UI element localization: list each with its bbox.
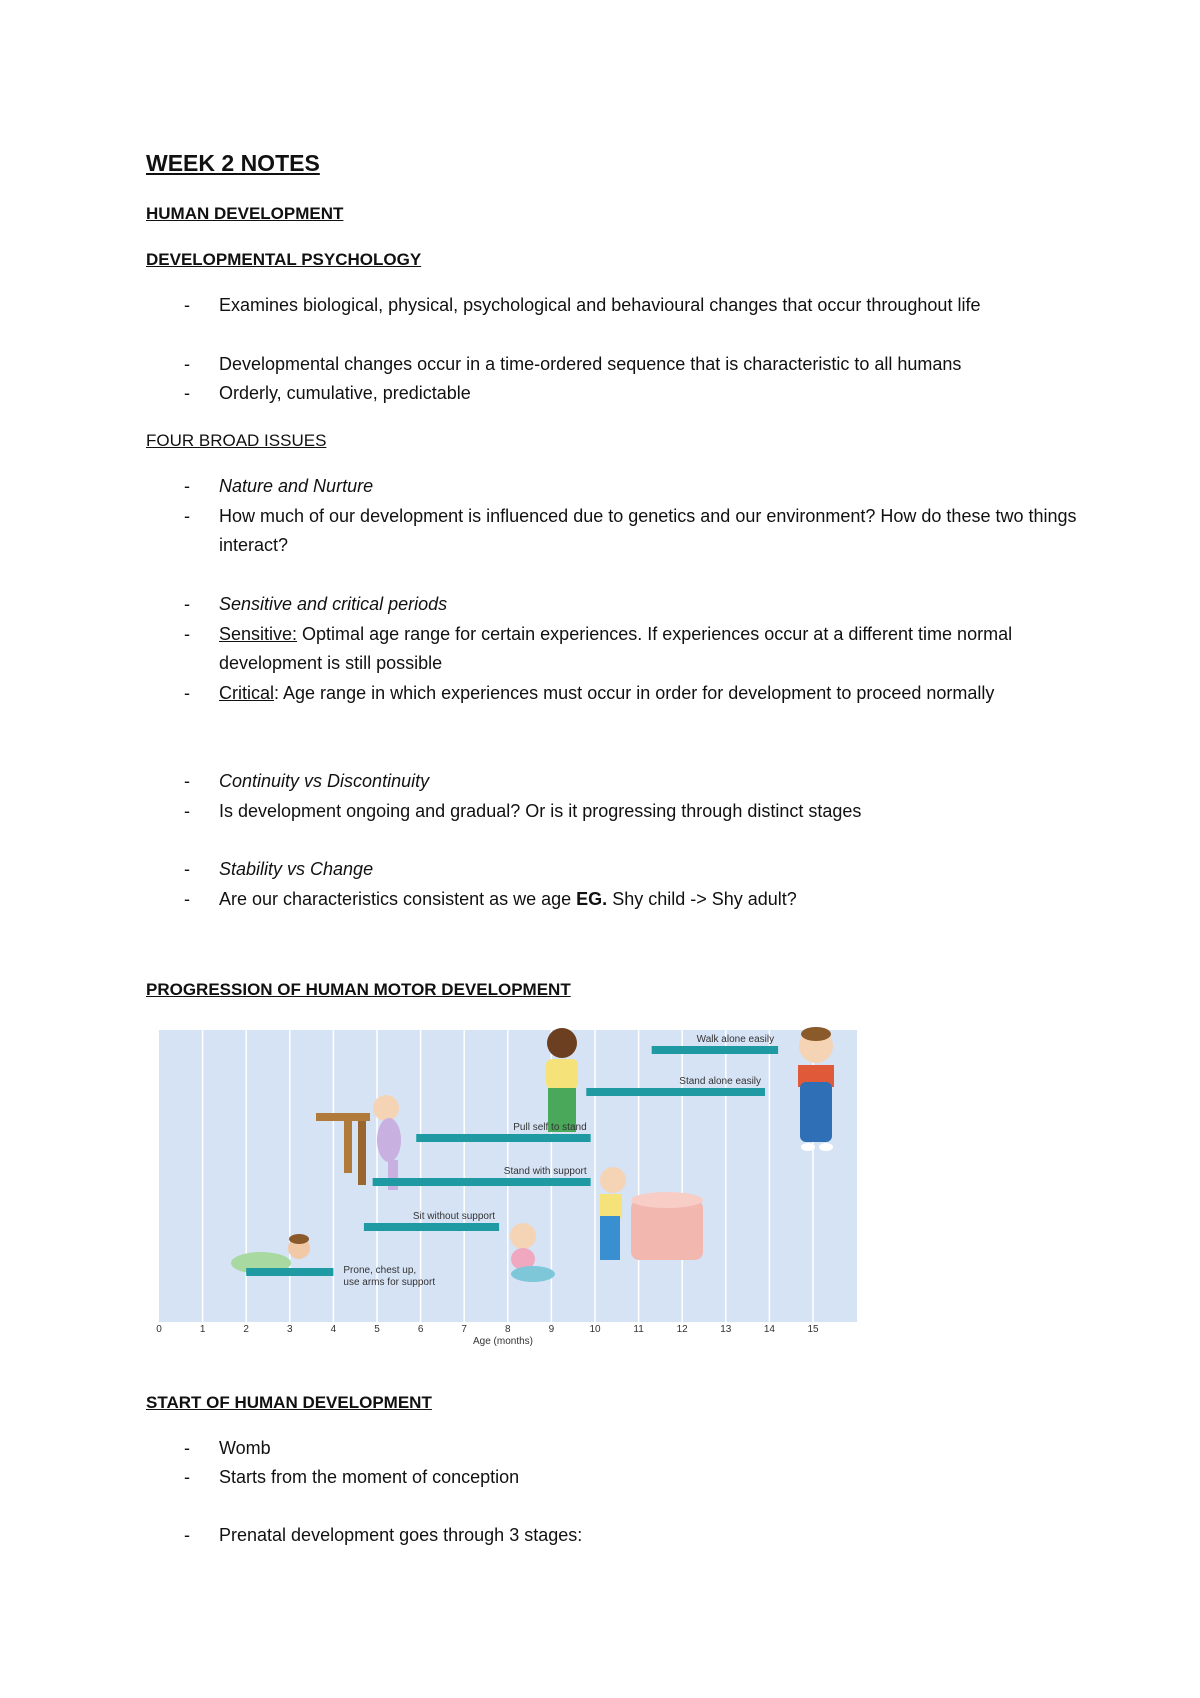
x-tick-label: 10 [589, 1324, 601, 1335]
bullet-dash: - [184, 594, 190, 614]
page-title: WEEK 2 NOTES [146, 150, 320, 176]
issue-title-nature-nurture: Nature and Nurture [219, 476, 374, 496]
milestone-label: Prone, chest up, [343, 1265, 417, 1276]
milestone-bar [652, 1046, 778, 1054]
bullet-dash: - [184, 506, 190, 526]
x-tick-label: 12 [676, 1324, 688, 1335]
x-tick-label: 8 [505, 1324, 511, 1335]
milestone-label: Pull self to stand [513, 1122, 587, 1133]
x-tick-label: 9 [548, 1324, 555, 1335]
bullet-dash: - [184, 859, 190, 879]
milestone-bar [246, 1268, 333, 1276]
bullet-dash: - [184, 1467, 190, 1487]
heading-developmental-psychology: DEVELOPMENTAL PSYCHOLOGY [146, 250, 422, 269]
milestone-label: Stand alone easily [679, 1076, 762, 1087]
x-tick-label: 3 [287, 1324, 293, 1335]
heading-four-broad-issues: FOUR BROAD ISSUES [146, 431, 327, 450]
milestone-bar [373, 1178, 591, 1186]
x-tick-label: 11 [633, 1324, 644, 1335]
list-item-text [219, 679, 1119, 708]
bullet-dash: - [184, 801, 190, 821]
bullet-dash: - [184, 476, 190, 496]
milestone-label-line2: use arms for support [343, 1277, 436, 1288]
x-tick-label: 4 [330, 1324, 337, 1335]
issue-title-stability: Stability vs Change [219, 859, 374, 879]
bullet-dash: - [184, 295, 190, 315]
x-tick-label: 15 [807, 1324, 819, 1335]
x-tick-label: 14 [763, 1324, 775, 1335]
bullet-dash: - [184, 771, 190, 791]
toddler-standing-illustration [546, 1028, 578, 1132]
bullet-dash: - [184, 624, 190, 644]
x-tick-label: 1 [199, 1324, 206, 1335]
list-item-text [219, 885, 1119, 914]
milestone-label: Walk alone easily [696, 1034, 775, 1045]
issue-title-continuity: Continuity vs Discontinuity [219, 771, 430, 791]
bullet-dash: - [184, 683, 190, 703]
term-sensitive: Sensitive: [219, 624, 298, 644]
heading-human-development: HUMAN DEVELOPMENT [146, 204, 344, 223]
x-tick-label: 5 [374, 1324, 380, 1335]
list-item-text: Is development ongoing and gradual? Or is it progressing through distinct stages [219, 801, 862, 821]
list-item-text: Orderly, cumulative, predictable [219, 383, 471, 403]
x-tick-label: 0 [156, 1324, 162, 1335]
x-axis-label: Age (months) [472, 1336, 534, 1347]
list-item-text: Developmental changes occur in a time-ordered sequence that is characteristic to all humans [219, 354, 962, 374]
definition-critical: : Age range in which experiences must occur in order for development to proceed normally [274, 683, 995, 703]
chart-x-ticks [156, 1324, 819, 1335]
milestone-bar [364, 1223, 499, 1231]
bullet-dash: - [184, 354, 190, 374]
stability-example: Shy child -> Shy adult? [607, 889, 797, 909]
issue-title-sensitive-critical: Sensitive and critical periods [219, 594, 448, 614]
motor-development-chart [146, 1010, 876, 1355]
bullet-dash: - [184, 383, 190, 403]
bullet-dash: - [184, 1438, 190, 1458]
list-item-text: Prenatal development goes through 3 stages: [219, 1525, 583, 1545]
stability-text: Are our characteristics consistent as we age [219, 889, 577, 909]
list-item-text: Starts from the moment of conception [219, 1467, 520, 1487]
list-item-text: How much of our development is influenced due to genetics and our environment? How do these two things interact? [219, 506, 1077, 555]
example-label: EG. [576, 889, 608, 909]
x-tick-label: 13 [720, 1324, 732, 1335]
definition-sensitive: Optimal age range for certain experiences. If experiences occur at a different time normal development is still possible [219, 624, 1013, 673]
milestone-bar [416, 1134, 590, 1142]
list-item-text [219, 620, 1119, 678]
x-tick-label: 7 [461, 1324, 467, 1335]
list-item-text: Examines biological, physical, psychological and behavioural changes that occur throughout life [219, 295, 981, 315]
milestone-label: Sit without support [412, 1211, 496, 1222]
bullet-dash: - [184, 1525, 190, 1545]
heading-motor-development: PROGRESSION OF HUMAN MOTOR DEVELOPMENT [146, 980, 571, 999]
milestone-label: Stand with support [503, 1166, 587, 1177]
bullet-dash: - [184, 889, 190, 909]
milestone-bar [586, 1088, 765, 1096]
x-tick-label: 6 [417, 1324, 424, 1335]
x-tick-label: 2 [243, 1324, 249, 1335]
term-critical: Critical [219, 683, 275, 703]
list-item-text: Womb [219, 1438, 271, 1458]
toddler-walking-illustration [798, 1027, 834, 1151]
heading-start-of-development: START OF HUMAN DEVELOPMENT [146, 1393, 432, 1412]
